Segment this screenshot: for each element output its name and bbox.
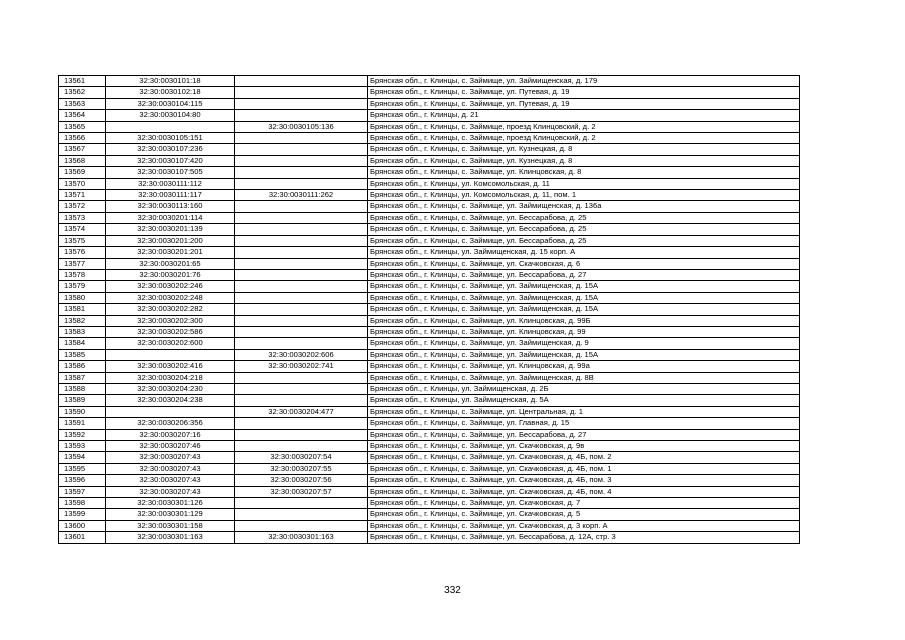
related-cadastral-number-cell (235, 235, 368, 246)
row-number-cell: 13577 (59, 258, 106, 269)
cadastral-number-cell: 32:30:0030202:248 (106, 292, 235, 303)
cadastral-number-cell: 32:30:0030202:416 (106, 361, 235, 372)
cadastral-number-cell: 32:30:0030111:112 (106, 178, 235, 189)
row-number-cell: 13594 (59, 452, 106, 463)
address-cell: Брянская обл., г. Клинцы, с. Займище, ул. Клинцовская, д. 99Б (368, 315, 800, 326)
row-number-cell: 13588 (59, 383, 106, 394)
related-cadastral-number-cell: 32:30:0030111:262 (235, 190, 368, 201)
address-cell: Брянская обл., г. Клинцы, с. Займище, ул. Займищенская, д. 8В (368, 372, 800, 383)
address-cell: Брянская обл., г. Клинцы, с. Займище, ул. Бессарабова, д. 25 (368, 212, 800, 223)
row-number-cell: 13578 (59, 269, 106, 280)
related-cadastral-number-cell (235, 383, 368, 394)
row-number-cell: 13566 (59, 133, 106, 144)
related-cadastral-number-cell (235, 304, 368, 315)
related-cadastral-number-cell (235, 326, 368, 337)
table-body (59, 76, 800, 544)
cadastral-number-cell: 32:30:0030207:43 (106, 463, 235, 474)
cadastral-number-cell: 32:30:0030201:201 (106, 247, 235, 258)
address-cell: Брянская обл., г. Клинцы, с. Займище, ул. Кузнецкая, д. 8 (368, 155, 800, 166)
cadastral-number-cell (106, 121, 235, 132)
row-number-cell: 13593 (59, 441, 106, 452)
row-number-cell: 13563 (59, 98, 106, 109)
table-row (59, 372, 800, 383)
address-cell: Брянская обл., г. Клинцы, с. Займище, ул. Клинцовская, д. 99а (368, 361, 800, 372)
address-cell: Брянская обл., г. Клинцы, с. Займище, ул. Клинцовская, д. 8 (368, 167, 800, 178)
table-row (59, 509, 800, 520)
table-row (59, 361, 800, 372)
address-cell: Брянская обл., г. Клинцы, ул. Комсомольская, д. 11 (368, 178, 800, 189)
row-number-cell: 13570 (59, 178, 106, 189)
cadastral-number-cell: 32:30:0030202:586 (106, 326, 235, 337)
address-cell: Брянская обл., г. Клинцы, с. Займище, ул. Скачковская, д. 4Б, пом. 4 (368, 486, 800, 497)
cadastral-number-cell: 32:30:0030102:18 (106, 87, 235, 98)
cadastral-number-cell: 32:30:0030207:43 (106, 486, 235, 497)
address-cell: Брянская обл., г. Клинцы, с. Займище, ул. Бессарабова, д. 25 (368, 235, 800, 246)
related-cadastral-number-cell: 32:30:0030207:56 (235, 475, 368, 486)
address-cell: Брянская обл., г. Клинцы, с. Займище, ул. Бессарабова, д. 27 (368, 269, 800, 280)
related-cadastral-number-cell (235, 224, 368, 235)
related-cadastral-number-cell (235, 418, 368, 429)
address-cell: Брянская обл., г. Клинцы, ул. Займищенская, д. 15 корп. А (368, 247, 800, 258)
address-cell: Брянская обл., г. Клинцы, с. Займище, ул. Путевая, д. 19 (368, 98, 800, 109)
cadastral-number-cell: 32:30:0030301:163 (106, 532, 235, 543)
table-row (59, 452, 800, 463)
table-row (59, 406, 800, 417)
address-cell: Брянская обл., г. Клинцы, с. Займище, ул. Займищенская, д. 15А (368, 304, 800, 315)
related-cadastral-number-cell: 32:30:0030202:606 (235, 349, 368, 360)
cadastral-number-cell: 32:30:0030107:505 (106, 167, 235, 178)
cadastral-number-cell: 32:30:0030201:114 (106, 212, 235, 223)
address-cell: Брянская обл., г. Клинцы, с. Займище, ул. Центральная, д. 1 (368, 406, 800, 417)
related-cadastral-number-cell (235, 212, 368, 223)
address-cell: Брянская обл., г. Клинцы, д. 21 (368, 110, 800, 121)
table-row (59, 395, 800, 406)
table-row (59, 133, 800, 144)
row-number-cell: 13567 (59, 144, 106, 155)
cadastral-number-cell: 32:30:0030113:160 (106, 201, 235, 212)
row-number-cell: 13590 (59, 406, 106, 417)
cadastral-number-cell: 32:30:0030301:158 (106, 520, 235, 531)
row-number-cell: 13583 (59, 326, 106, 337)
cadastral-number-cell: 32:30:0030107:420 (106, 155, 235, 166)
table-row (59, 190, 800, 201)
table-row (59, 224, 800, 235)
address-cell: Брянская обл., г. Клинцы, с. Займище, ул. Скачковская, д. 3 корп. А (368, 520, 800, 531)
related-cadastral-number-cell (235, 372, 368, 383)
address-cell: Брянская обл., г. Клинцы, с. Займище, ул. Скачковская, д. 4Б, пом. 1 (368, 463, 800, 474)
cadastral-number-cell (106, 406, 235, 417)
address-cell: Брянская обл., г. Клинцы, с. Займище, ул. Займищенская, д. 179 (368, 76, 800, 87)
related-cadastral-number-cell (235, 281, 368, 292)
cadastral-number-cell (106, 349, 235, 360)
address-cell: Брянская обл., г. Клинцы, с. Займище, ул. Займищенская, д. 15А (368, 292, 800, 303)
cadastral-number-cell: 32:30:0030202:246 (106, 281, 235, 292)
cadastral-number-cell: 32:30:0030104:80 (106, 110, 235, 121)
cadastral-number-cell: 32:30:0030207:43 (106, 452, 235, 463)
table-row (59, 475, 800, 486)
cadastral-number-cell: 32:30:0030104:115 (106, 98, 235, 109)
table-row (59, 441, 800, 452)
table-row (59, 418, 800, 429)
cadastral-number-cell: 32:30:0030111:117 (106, 190, 235, 201)
table-row (59, 121, 800, 132)
related-cadastral-number-cell (235, 201, 368, 212)
table-row (59, 486, 800, 497)
table-row (59, 235, 800, 246)
address-cell: Брянская обл., г. Клинцы, ул. Займищенская, д. 2Б (368, 383, 800, 394)
row-number-cell: 13586 (59, 361, 106, 372)
row-number-cell: 13582 (59, 315, 106, 326)
related-cadastral-number-cell (235, 429, 368, 440)
table-row (59, 167, 800, 178)
row-number-cell: 13596 (59, 475, 106, 486)
table-row (59, 349, 800, 360)
row-number-cell: 13587 (59, 372, 106, 383)
cadastral-number-cell: 32:30:0030301:129 (106, 509, 235, 520)
row-number-cell: 13591 (59, 418, 106, 429)
related-cadastral-number-cell (235, 98, 368, 109)
table-row (59, 326, 800, 337)
table-row (59, 383, 800, 394)
cadastral-number-cell: 32:30:0030202:300 (106, 315, 235, 326)
row-number-cell: 13599 (59, 509, 106, 520)
cadastral-number-cell: 32:30:0030207:46 (106, 441, 235, 452)
related-cadastral-number-cell: 32:30:0030202:741 (235, 361, 368, 372)
address-cell: Брянская обл., г. Клинцы, с. Займище, ул. Скачковская, д. 6 (368, 258, 800, 269)
cadastral-number-cell: 32:30:0030201:200 (106, 235, 235, 246)
row-number-cell: 13565 (59, 121, 106, 132)
related-cadastral-number-cell (235, 76, 368, 87)
related-cadastral-number-cell (235, 87, 368, 98)
row-number-cell: 13564 (59, 110, 106, 121)
row-number-cell: 13572 (59, 201, 106, 212)
cadastral-number-cell: 32:30:0030201:139 (106, 224, 235, 235)
row-number-cell: 13598 (59, 498, 106, 509)
related-cadastral-number-cell (235, 167, 368, 178)
related-cadastral-number-cell (235, 110, 368, 121)
related-cadastral-number-cell: 32:30:0030301:163 (235, 532, 368, 543)
table-row (59, 429, 800, 440)
row-number-cell: 13592 (59, 429, 106, 440)
address-cell: Брянская обл., г. Клинцы, с. Займище, ул. Бессарабова, д. 25 (368, 224, 800, 235)
address-cell: Брянская обл., г. Клинцы, ул. Комсомольская, д. 11, пом. 1 (368, 190, 800, 201)
table-row (59, 463, 800, 474)
cadastral-number-cell: 32:30:0030301:126 (106, 498, 235, 509)
table-row (59, 87, 800, 98)
address-cell: Брянская обл., г. Клинцы, с. Займище, ул. Займищенская, д. 15А (368, 349, 800, 360)
row-number-cell: 13600 (59, 520, 106, 531)
table-row (59, 258, 800, 269)
row-number-cell: 13595 (59, 463, 106, 474)
address-cell: Брянская обл., г. Клинцы, с. Займище, ул. Скачковская, д. 7 (368, 498, 800, 509)
related-cadastral-number-cell (235, 144, 368, 155)
related-cadastral-number-cell (235, 269, 368, 280)
related-cadastral-number-cell (235, 292, 368, 303)
address-cell: Брянская обл., г. Клинцы, с. Займище, ул. Путевая, д. 19 (368, 87, 800, 98)
address-cell: Брянская обл., г. Клинцы, с. Займище, ул. Скачковская, д. 4Б, пом. 2 (368, 452, 800, 463)
cadastral-number-cell: 32:30:0030201:65 (106, 258, 235, 269)
address-cell: Брянская обл., г. Клинцы, с. Займище, ул. Займищенская, д. 9 (368, 338, 800, 349)
related-cadastral-number-cell (235, 315, 368, 326)
row-number-cell: 13589 (59, 395, 106, 406)
cadastral-number-cell: 32:30:0030204:230 (106, 383, 235, 394)
row-number-cell: 13569 (59, 167, 106, 178)
address-cell: Брянская обл., г. Клинцы, с. Займище, ул. Бессарабова, д. 12А, стр. 3 (368, 532, 800, 543)
address-cell: Брянская обл., г. Клинцы, с. Займище, ул. Клинцовская, д. 99 (368, 326, 800, 337)
related-cadastral-number-cell (235, 509, 368, 520)
cadastral-number-cell: 32:30:0030201:76 (106, 269, 235, 280)
row-number-cell: 13575 (59, 235, 106, 246)
related-cadastral-number-cell (235, 155, 368, 166)
related-cadastral-number-cell (235, 498, 368, 509)
address-cell: Брянская обл., г. Клинцы, с. Займище, ул. Бессарабова, д. 27 (368, 429, 800, 440)
table-row (59, 98, 800, 109)
address-cell: Брянская обл., г. Клинцы, с. Займище, проезд Клинцовский, д. 2 (368, 121, 800, 132)
row-number-cell: 13576 (59, 247, 106, 258)
table-row (59, 155, 800, 166)
related-cadastral-number-cell (235, 395, 368, 406)
page-number: 332 (444, 585, 461, 596)
row-number-cell: 13597 (59, 486, 106, 497)
cadastral-number-cell: 32:30:0030105:151 (106, 133, 235, 144)
cadastral-number-cell: 32:30:0030202:600 (106, 338, 235, 349)
address-cell: Брянская обл., г. Клинцы, с. Займище, ул. Главная, д. 15 (368, 418, 800, 429)
row-number-cell: 13561 (59, 76, 106, 87)
table-row (59, 520, 800, 531)
row-number-cell: 13585 (59, 349, 106, 360)
address-cell: Брянская обл., г. Клинцы, с. Займище, проезд Клинцовский, д. 2 (368, 133, 800, 144)
address-cell: Брянская обл., г. Клинцы, с. Займище, ул. Скачковская, д. 4Б, пом. 3 (368, 475, 800, 486)
row-number-cell: 13574 (59, 224, 106, 235)
table-row (59, 212, 800, 223)
row-number-cell: 13571 (59, 190, 106, 201)
table-row (59, 292, 800, 303)
address-cell: Брянская обл., г. Клинцы, с. Займище, ул. Займищенская, д. 15А (368, 281, 800, 292)
address-cell: Брянская обл., г. Клинцы, с. Займище, ул. Скачковская, д. 5 (368, 509, 800, 520)
row-number-cell: 13601 (59, 532, 106, 543)
cadastral-number-cell: 32:30:0030204:238 (106, 395, 235, 406)
cadastral-number-cell: 32:30:0030101:18 (106, 76, 235, 87)
table-row (59, 110, 800, 121)
cadastral-number-cell: 32:30:0030107:236 (106, 144, 235, 155)
table-row (59, 144, 800, 155)
address-cell: Брянская обл., г. Клинцы, с. Займище, ул. Займищенская, д. 136а (368, 201, 800, 212)
row-number-cell: 13568 (59, 155, 106, 166)
table-row (59, 247, 800, 258)
address-cell: Брянская обл., г. Клинцы, с. Займище, ул. Кузнецкая, д. 8 (368, 144, 800, 155)
related-cadastral-number-cell (235, 258, 368, 269)
related-cadastral-number-cell (235, 178, 368, 189)
table-row (59, 498, 800, 509)
related-cadastral-number-cell (235, 247, 368, 258)
related-cadastral-number-cell: 32:30:0030207:55 (235, 463, 368, 474)
table-row (59, 178, 800, 189)
row-number-cell: 13579 (59, 281, 106, 292)
table-row (59, 76, 800, 87)
cadastral-number-cell: 32:30:0030202:282 (106, 304, 235, 315)
cadastral-number-cell: 32:30:0030204:218 (106, 372, 235, 383)
related-cadastral-number-cell: 32:30:0030207:54 (235, 452, 368, 463)
row-number-cell: 13573 (59, 212, 106, 223)
address-cell: Брянская обл., г. Клинцы, ул. Займищенская, д. 5А (368, 395, 800, 406)
cadastral-number-cell: 32:30:0030206:356 (106, 418, 235, 429)
table-row (59, 201, 800, 212)
address-cell: Брянская обл., г. Клинцы, с. Займище, ул. Скачковская, д. 9в (368, 441, 800, 452)
table-row (59, 269, 800, 280)
table-row (59, 338, 800, 349)
row-number-cell: 13580 (59, 292, 106, 303)
row-number-cell: 13584 (59, 338, 106, 349)
row-number-cell: 13581 (59, 304, 106, 315)
table-row (59, 315, 800, 326)
related-cadastral-number-cell (235, 133, 368, 144)
related-cadastral-number-cell: 32:30:0030105:136 (235, 121, 368, 132)
related-cadastral-number-cell: 32:30:0030204:477 (235, 406, 368, 417)
table-row (59, 532, 800, 543)
related-cadastral-number-cell (235, 520, 368, 531)
row-number-cell: 13562 (59, 87, 106, 98)
related-cadastral-number-cell (235, 441, 368, 452)
related-cadastral-number-cell: 32:30:0030207:57 (235, 486, 368, 497)
table-row (59, 281, 800, 292)
table-row (59, 304, 800, 315)
cadastral-number-cell: 32:30:0030207:16 (106, 429, 235, 440)
related-cadastral-number-cell (235, 338, 368, 349)
cadastral-number-cell: 32:30:0030207:43 (106, 475, 235, 486)
property-table (58, 75, 800, 544)
